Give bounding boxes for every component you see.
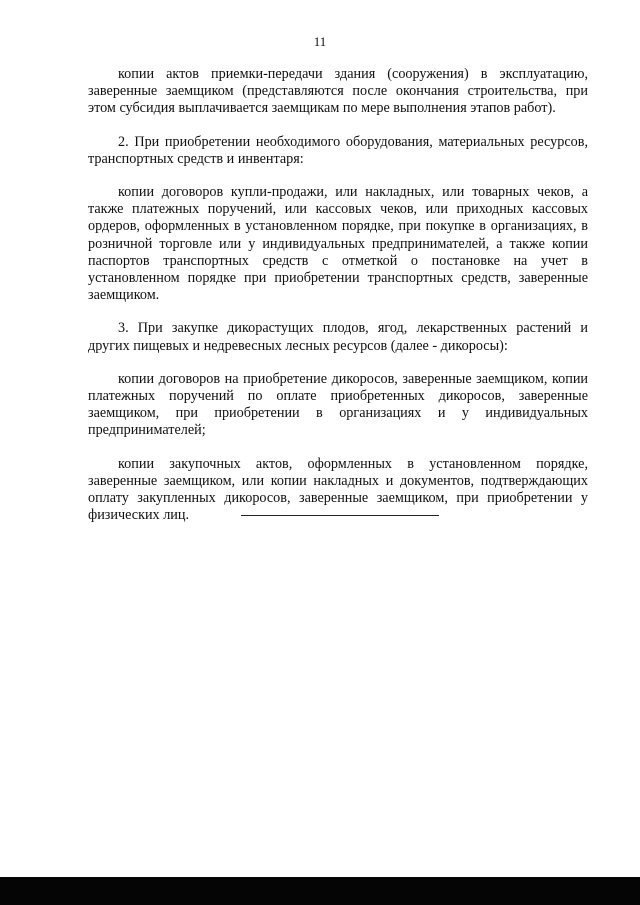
scan-bottom-edge: [0, 877, 640, 905]
end-divider-line: [241, 515, 439, 516]
paragraph-purchase-acts: копии закупочных актов, оформленных в установленном порядке, заверенные заемщиком, или копии накладных и документов, подтверждающих оплату закупленных дикоросов, заверенные заемщиком, при приобретении у физических лиц.: [88, 455, 588, 524]
paragraph-equipment-documents: копии договоров купли-продажи, или накладных, или товарных чеков, а также платежных поручений, или кассовых чеков, или приходных кассовых ордеров, оформленных в установленном порядке, при покупке в организациях, в розничной торговле или у индивидуальных предпринимателей, а также копии паспортов транспортных средств с отметкой о постановке на учет в установленном порядке при приобретении транспортных средств, заверенные заемщиком.: [88, 184, 588, 304]
paragraph-wild-resources-contracts: копии договоров на приобретение дикоросов, заверенные заемщиком, копии платежных поручений по оплате приобретенных дикоросов, заверенные заемщиком, при приобретении в организациях и у индивидуальных предпринимателей;: [88, 370, 588, 439]
paragraph-acceptance-acts: копии актов приемки-передачи здания (сооружения) в эксплуатацию, заверенные заемщиком (представляются после окончания строительства, при этом субсидия выплачивается заемщикам по мере выполнения этапов работ).: [88, 66, 588, 117]
paragraph-wild-resources-heading: 3. При закупке дикорастущих плодов, ягод, лекарственных растений и других пищевых и недревесных лесных ресурсов (далее - дикоросы):: [88, 320, 588, 354]
document-body: [88, 66, 588, 536]
paragraph-equipment-heading: 2. При приобретении необходимого оборудования, материальных ресурсов, транспортных средств и инвентаря:: [88, 133, 588, 167]
page-number: 11: [313, 34, 327, 49]
